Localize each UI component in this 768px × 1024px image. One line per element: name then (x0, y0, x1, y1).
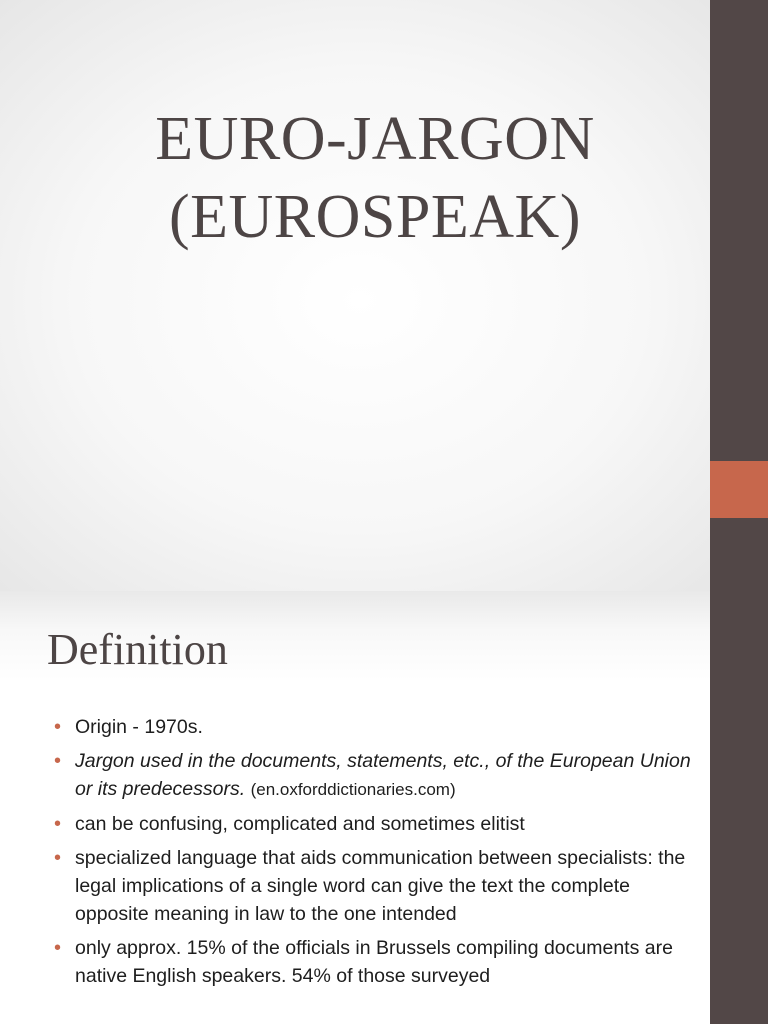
bullet-text: only approx. 15% of the officials in Brussels compiling documents are native English speakers. 54% of those surveyed (75, 937, 673, 987)
side-accent (710, 461, 768, 518)
list-item (54, 934, 694, 990)
bullet-text: can be confusing, complicated and sometimes elitist (75, 813, 525, 835)
bullet-icon: • (54, 750, 62, 772)
bullet-icon: • (54, 937, 62, 959)
list-item (54, 747, 694, 804)
side-bar (710, 591, 768, 1024)
bullet-text: Origin - 1970s. (75, 716, 203, 738)
slide-heading: Definition (47, 625, 228, 674)
slide-title (20, 100, 730, 256)
title-line-2: (EUROSPEAK) (169, 183, 581, 251)
list-item (54, 713, 694, 741)
bullet-text-italic: Jargon used in the documents, statements, etc., of the European Union or its predecessors. (75, 750, 691, 800)
bullet-icon: • (54, 716, 62, 738)
bullet-icon: • (54, 847, 62, 869)
list-item (54, 844, 694, 928)
bullet-text: specialized language that aids communication between specialists: the legal implications of a single word can give the text the complete opposite meaning in law to the one intended (75, 847, 686, 925)
title-line-1: EURO-JARGON (155, 105, 595, 173)
bullet-list (54, 713, 694, 996)
definition-slide (0, 591, 768, 1024)
bullet-icon: • (54, 813, 62, 835)
list-item (54, 810, 694, 838)
bullet-source: (en.oxforddictionaries.com) (250, 780, 456, 799)
